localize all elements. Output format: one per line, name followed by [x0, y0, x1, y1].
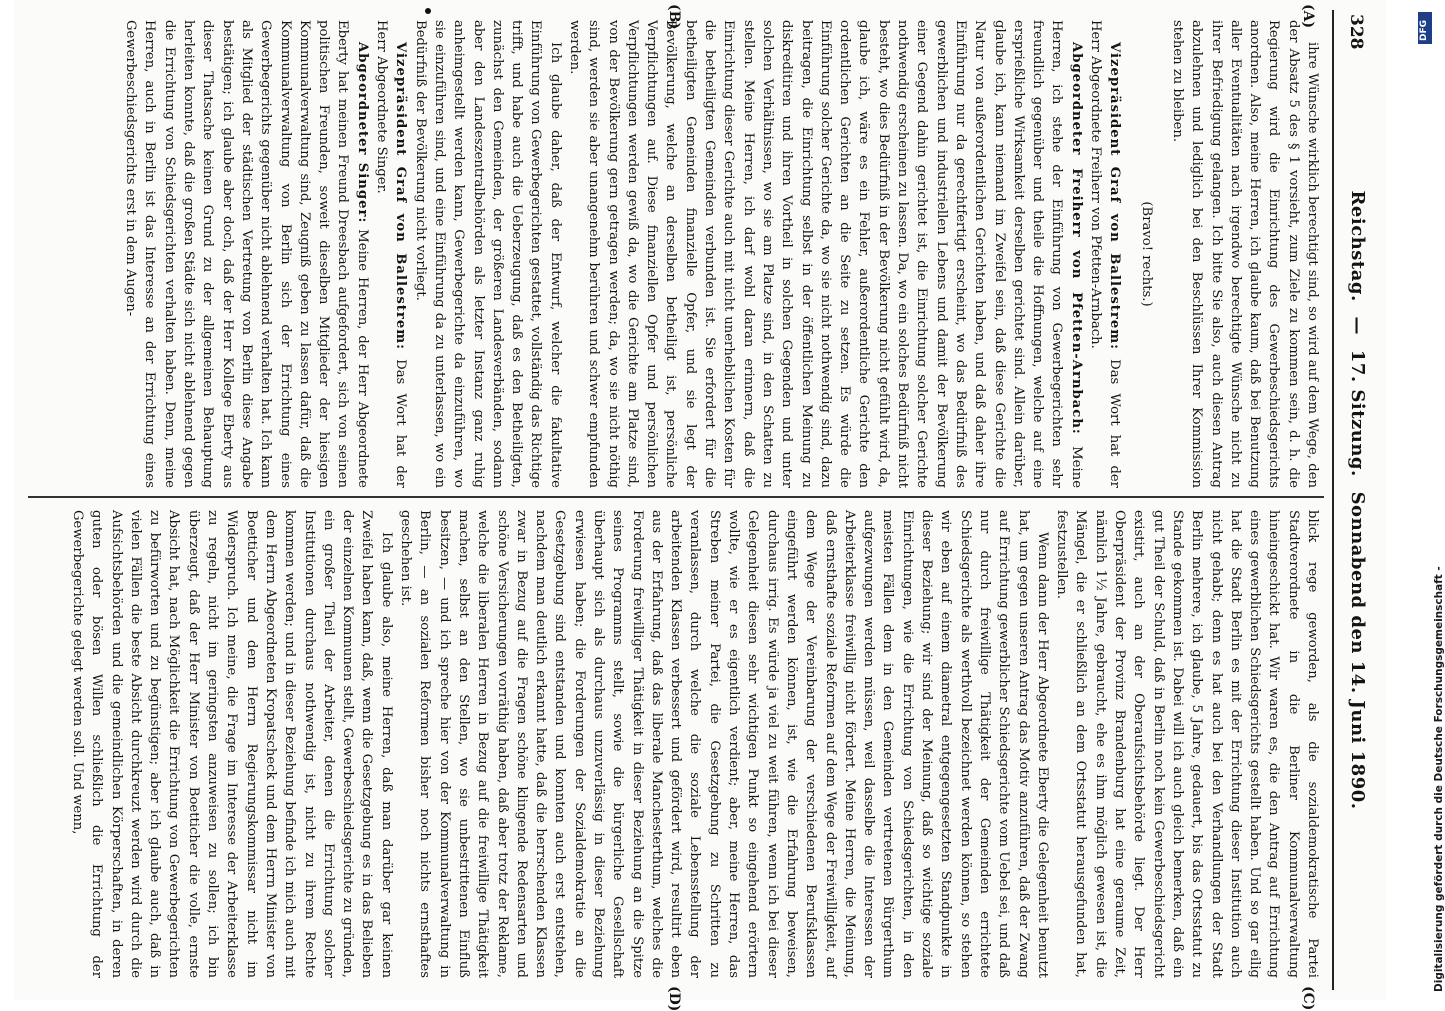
speaker-name: Vizepräsident Graf von Ballestrem:: [1107, 42, 1123, 351]
paragraph: [68, 510, 396, 978]
header-rule: [1332, 10, 1334, 990]
margin-marker-c: (C): [1300, 986, 1316, 1011]
paragraph: [1168, 20, 1322, 488]
dfg-logo: [1418, 12, 1432, 44]
paragraph-text: (Bravo! rechts.): [1138, 201, 1154, 307]
paragraph: [396, 510, 1052, 978]
header-dash: —: [1347, 316, 1368, 336]
margin-dot: [425, 8, 431, 14]
paragraph: [372, 20, 411, 488]
speaker-name: Abgeordneter Freiherr von Pfetten-Arnbach:: [1068, 42, 1084, 435]
paragraph: [1052, 510, 1322, 978]
paragraph-text: Das Wort hat der Herr Abgeordnete Freiherr von Pfetten-Arnbach.: [1088, 20, 1123, 488]
paragraph: [121, 20, 372, 488]
publication-name: Reichstag.: [1347, 190, 1368, 302]
paragraph-text: Meine Herren, der Herr Abgeordnete Eberty hat meinen Freund Dreesbach aufgefordert, sich von seinen politischen Freunden, soweit dieselben Mitglieder der hiesigen Kommunalverwaltung sind, Zeugniß geben zu lassen dafür, daß die Kommunalverwaltung von Berlin sich der Errichtung eines Gewerbegerichts gegenüber nicht ablehnend verhalten hat. Ich kann als Mitglied der städtischen Vertretung von Berlin diese Angabe bestätigen; ich glaube aber doch, daß der Herr Kollege Eberty aus dieser Thatsache keinen Grund zu der allgemeinen Behauptung herleiten konnte, daß die großen Städte sich nicht ablehnend gegen die Errichtung von Schiedsgerichten verhalten haben. Denn, meine Herren, auch in Berlin ist das Interesse an der Errichtung eines Gewerbeschiedsgerichts erst in dem Augen-: [123, 20, 370, 488]
margin-marker-a: (A): [1300, 4, 1316, 29]
paragraph: [1086, 20, 1125, 488]
paragraph: [410, 20, 564, 488]
paragraph-text: Meine Herren, ich stehe der Einführung von Gewerbegerichten sehr freundlich gegenüber und theile die Hoffnungen, welche auf eine ersprießliche Wirksamkeit derselben gerichtet sind. Allein darüber, glaube ich, kann niemand im Zweifel sein, daß diese Gerichte die Natur von außerordentlichen Gerichten haben, und daß daher ihre Einführung nur da gerechtfertigt erscheint, wo das Bedürfniß des gewerblichen und industriellen Lebens und damit der Bevölkerung einer Gegend dahin gerichtet ist, die Einrichtung solcher Gerichte nothwendig erscheinen zu lassen. Da, wo ein solches Bedürfniß nicht besteht, wo dies Bedürfniß in der Bevölkerung nicht gefühlt wird, da, glaube ich, wäre es ein Fehler, außerordentliche Gerichte den ordentlichen Gerichten an die Seite zu setzen. Es würde die Einführung solcher Gerichte da, wo sie nicht nothwendig sind, dazu beitragen, die Einrichtung selbst in der öffentlichen Meinung zu diskreditiren und ihren Vortheil in solchen Gegenden und unter solchen Verhältnissen, wo sie am Platze sind, in den Schatten zu stellen. Meine Herren, ich darf wohl daran erinnern, daß die Einrichtung dieser Gerichte auch mit nicht unerheblichen Kosten für die betheiligten Gemeinden verbunden ist. Sie erfordert für die betheiligten Gemeinden finanzielle Opfer, und sie legt der Bevölkerung, welche an derselben betheiligt ist, persönliche Verpflichtungen auf. Diese finanziellen Opfer und persönlichen Verpflichtungen werden gewiß da, wo die Gerichte am Platze sind, von der Bevölkerung gern getragen werden; da, wo sie nicht nöthig sind, werden sie aber unangenehm berühren und schwer empfunden werden.: [567, 20, 1084, 488]
dfg-logo-text: DFG: [1419, 19, 1429, 41]
speaker-name: Abgeordneter Singer:: [354, 42, 370, 224]
paragraph-text: Wenn dann der Herr Abgeordnete Eberty die Gelegenheit benutzt hat, um gegen unseren Antrag das Motiv anzuführen, daß der Zwang auf Errichtung gewerblicher Schiedsgerichte vom Uebel sei, und daß nur durch freiwillige Thätigkeit der Gemeinden errichtete Schiedsgerichte als werthvoll bezeichnet werden können, so stehen wir eben auf einem diametral entgegengesetzten Standpunkte in dieser Beziehung; wir sind der Meinung, daß so wichtige soziale Einrichtungen, wie die Errichtung von Schiedsgerichten, in den meisten Fällen dem in den Gemeinden vertretenen Bürgerthum aufgezwungen werden müssen, weil dasselbe die Interessen der Arbeiterklasse freiwillig nicht fördert. Meine Herren, die Meinung, daß ernsthafte soziale Reformen auf dem Wege der Freiwilligkeit, auf dem Wege der Vereinbarung der verschiedenen Berufsklassen eingeführt werden können, ist, wie die Erfahrung beweisen, durchaus irrig. Es würde ja viel zu weit führen, wenn ich bei dieser Gelegenheit diesen sehr wichtigen Punkt so eingehend erörtern wollte, wie er es eigentlich verdient; aber, meine Herren, das Streben meiner Partei, die Gesetzgebung zu Schritten zu veranlassen, durch welche die soziale Lebensstellung der arbeitenden Klassen verbessert und gefördert wird, resultirt eben aus der Erfahrung, daß das liberale Manchesterthum, welches die Forderung freiwilliger Thätigkeit in dieser Beziehung an die Spitze seines Programms stellt, sowie die bürgerliche Gesellschaft überhaupt sich als durchaus unzuverlässig in dieser Beziehung erwiesen haben; die Forderungen der Sozialdemokratie an die Gesetzgebung sind entstanden und konnten auch erst entstehen, nachdem man deutlich erkannt hatte, daß die herrschenden Klassen zwar in Bezug auf die Fragen schöne klingende Redensarten und schöne Versicherungen vorräthig haben, daß aber trotz der Reklame, welche die liberalen Herren in Bezug auf die freiwillige Thätigkeit machen, selbst an den Stellen, wo sie unbestrittenen Einfluß besitzen, — und ich spreche hier von der Kommunalverwaltung in Berlin, — an sozialen Reformen bisher noch nichts ernsthaftes geschehen ist.: [398, 510, 1050, 978]
paragraph-text: blick rege geworden, als die sozialdemokratische Partei Stadtverordnete in die Berliner Kommunalverwaltung hineingeschickt hat. Wir waren es, die den Antrag auf Errichtung eines gewerblichen Schiedsgerichts gestellt haben. Und so gar eilig hat die Stadt Berlin es mit der Errichtung dieser Institution auch nicht gehabt; denn es hat auch bei den Verhandlungen der Stadt Berlin mehrere, ich glaube, 5 Jahre, gedauert, bis das Ortsstatut zu Stande gekommen ist. Dabei will ich auch gleich bemerken, daß ein gut Theil der Schuld, daß in Berlin noch kein Gewerbeschiedsgericht existirt, auch an der Oberaufsichtsbehörde liegt. Der Herr Oberpräsident der Provinz Brandenburg hat eine geraume Zeit, nämlich 1½ Jahre, gebraucht, ehe es ihm möglich gewesen ist, die Mängel, die er schließlich an dem Ortsstatut herausgefunden hat, festzustellen.: [1054, 510, 1320, 978]
speaker-name: Vizepräsident Graf von Ballestrem:: [393, 42, 409, 351]
paragraph: [1136, 20, 1155, 488]
digitization-credit: Digitalisierung gefördert durch die Deutsche Forschungsgemeinschaft -: [1433, 566, 1445, 992]
paragraph-text: Ich glaube also, meine Herren, daß man darüber gar keinen Zweifel haben kann, daß, wenn die Gesetzgebung es in das Belieben der einzelnen Kommunen stellt, Gewerbeschiedsgerichte zu gründen, ein großer Theil der Arbeiter, denen die Errichtung solcher Institutionen durchaus nothwendig ist, nicht zu ihrem Rechte kommen werden; und in dieser Beziehung befinde ich mich auch mit dem Herrn Abgeordneten Kropatscheck und dem Herrn Minister von Boetticher und dem Herrn Regierungskommissar nicht im Widerspruch. Ich meine, die Frage im Interesse der Arbeiterklasse zu regeln, nicht im geringsten anzuweisen zu sollen; ich bin überzeugt, daß der Herr Minister von Boetticher die volle, ernste Absicht hat, nach Möglichkeit die Errichtung von Gewerbegerichten zu befürworten und zu begünstigen; aber ich glaube auch, daß in vielen Fällen die beste Absicht durchkreuzt werden wird durch die Aufsichtsbehörden und die gemeindlichen Körperschaften, in deren guten oder bösen Willen schließlich die Errichtung der Gewerbegerichte gelegt werden soll. Und wenn,: [70, 510, 394, 978]
left-text-column: [32, 20, 1322, 488]
paragraph-text: ihre Wünsche wirklich berechtigt sind, so wird auf dem Wege, den der Absatz 5 des § 1 vorsieht, zum Ziele zu kommen sein, d. h. die Regierung wird die Einrichtung des Gewerbeschiedsgerichts anordnen. Also, meine Herren, ich glaube kaum, daß bei Benutzung aller Eventualitäten nach irgendwo berechtigte Wünsche nicht zu ihrer Befriedigung gelangen. Ich bitte Sie also, auch diesen Antrag abzulehnen und lediglich bei den Beschlüssen Ihrer Kommission stehen zu bleiben.: [1169, 20, 1320, 488]
right-text-column: [32, 510, 1322, 978]
paragraph-text: Ich glaube daher, daß der Entwurf, welcher die fakultative Einführung von Gewerbegerichten gestattet, vollständig das Richtige trifft, und habe auch die Ueberzeugung, daß es den Betheiligten, zunächst den Gemeinden, der größeren Landesverbänden, sodann aber den Landeszentralbehörden als letzter Instanz ganz ruhig anheimgestellt werden kann, Gewerbegerichte da einzuführen, wo sie einzuführen sind, und eine Einführung da zu unterlassen, wo ein Bedürfniß der Bevölkerung nicht vorliegt.: [412, 20, 563, 488]
session-date: Sonnabend den 14. Juni 1890.: [1347, 491, 1368, 810]
paragraph-text: Das Wort hat der Herr Abgeordnete Singer.: [374, 20, 409, 488]
session-number: 17. Sitzung.: [1347, 349, 1368, 477]
page-header: [1326, 0, 1386, 1000]
column-divider: [28, 496, 1324, 498]
document-page: [14, 0, 1386, 1011]
margin-marker-b: (B): [666, 4, 682, 30]
running-head: [1347, 0, 1368, 1000]
margin-marker-d: (D): [666, 986, 682, 1011]
page-number: 328: [1346, 14, 1366, 50]
paragraph: [565, 20, 1086, 488]
